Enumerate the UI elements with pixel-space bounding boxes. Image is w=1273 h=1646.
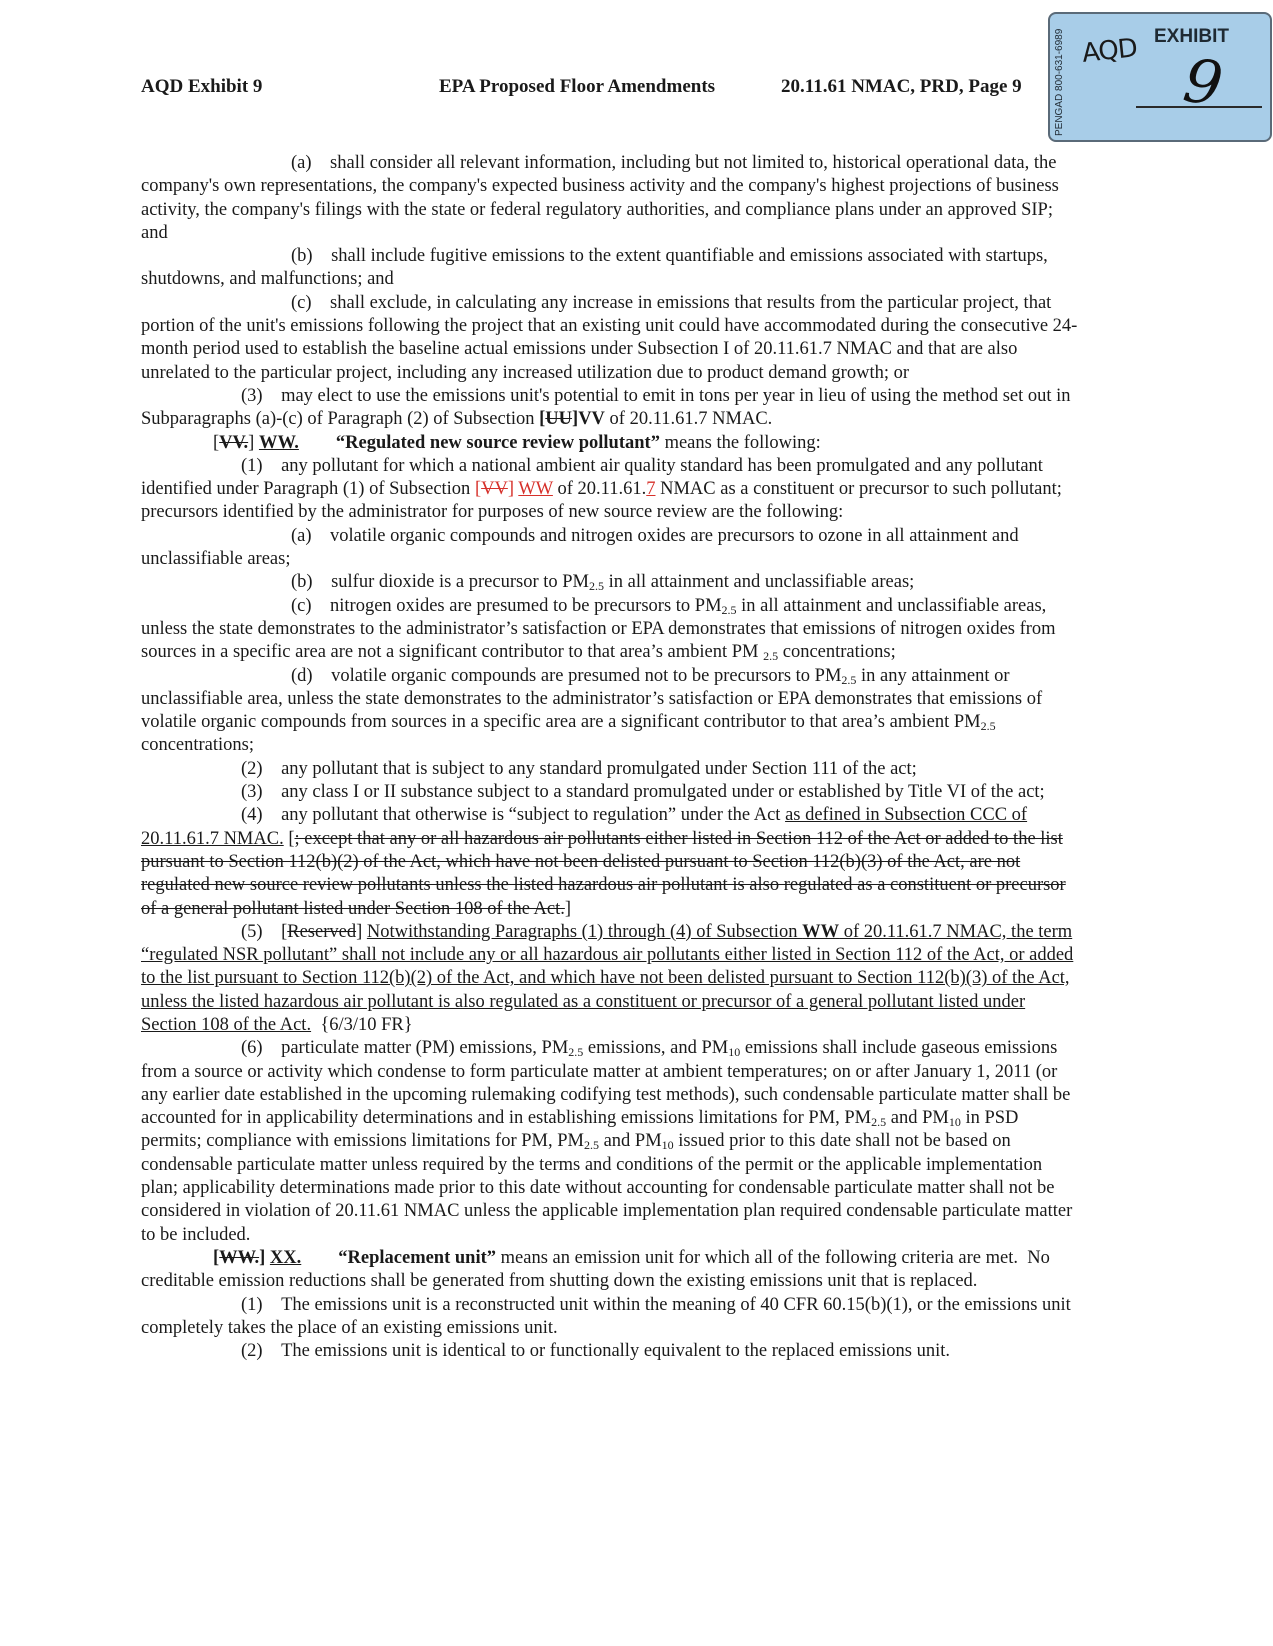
paragraph — [141, 781, 1081, 804]
subscript-text: 10 — [661, 1138, 674, 1153]
struck-text: Reserved — [287, 921, 357, 942]
paragraph-text: ] — [564, 898, 572, 919]
paragraph-text: “Regulated new source review pollutant” — [335, 432, 660, 453]
subscript-text: 2.5 — [721, 602, 737, 617]
paragraph — [141, 758, 1081, 781]
paragraph-text: means the following: — [659, 432, 821, 453]
paragraph-text: {6/3/10 FR} — [311, 1014, 413, 1035]
paragraph-text: and PM — [598, 1131, 662, 1152]
paragraph — [141, 525, 1081, 572]
struck-text: VV. — [219, 432, 249, 453]
stamp-handwritten-number: 9 — [1179, 45, 1227, 121]
paragraph-text: concentrations; — [141, 735, 255, 756]
paragraph-text: [ — [474, 479, 482, 500]
paragraph-text: (4) any pollutant that otherwise is “subject to regulation” under the Act — [241, 805, 786, 826]
paragraph-text: [ — [539, 409, 546, 430]
inserted-text: 7 — [646, 479, 656, 500]
paragraph-text: NMAC as a constituent or precursor to such pollutant; precursors identified by the administrator for purposes of new source review are the following: — [141, 479, 1062, 523]
paragraph-text: emissions, and PM — [583, 1038, 729, 1059]
paragraph — [141, 1037, 1081, 1247]
struck-text: VV — [481, 479, 508, 500]
paragraph-text: ] — [259, 1247, 270, 1268]
inserted-text: WW — [802, 921, 840, 942]
paragraph-text: issued prior to this date shall not be based on condensable particulate matter unless required by the terms and conditions of the permit or the applicable implementation plan; applicability determinations made prior to this date without accounting for condensable particulate matter shall not be considered in violation of 20.11.61 NMAC unless the applicable implementation plan required condensable particulate matter to be included. — [141, 1131, 1073, 1245]
header-page-reference: 20.11.61 NMAC, PRD, Page 9 — [781, 76, 1022, 97]
subscript-text: 10 — [728, 1045, 741, 1060]
paragraph-text: (d) volatile organic compounds are presumed not to be precursors to PM — [291, 665, 842, 686]
subscript-text: 2.5 — [980, 719, 996, 734]
paragraph — [141, 571, 1081, 594]
paragraph-text: of 20.11.61.7 NMAC. — [604, 409, 773, 430]
paragraph — [141, 385, 1081, 432]
paragraph-text: emissions shall include gaseous emissions from a source or activity which condense to form particulate matter at ambient temperatures; on or after January 1, 2011 (or any earlier date established in the upcoming rulemaking codifying test methods), such condensable particulate matter shall be accounted for in applicability determinations and in establishing emissions limitations for PM, PM — [141, 1038, 1071, 1129]
exhibit-stamp — [1048, 12, 1272, 142]
paragraph-text: (3) may elect to use the emissions unit's potential to emit in tons per year in lieu of using the method set out in Subparagraphs (a)-(c) of Paragraph (2) of Subsection — [141, 385, 1071, 430]
paragraph-text: (2) any pollutant that is subject to any standard promulgated under Section 111 of the act; — [241, 758, 917, 779]
subscript-text: 2.5 — [589, 579, 605, 594]
paragraph-text: ] — [507, 479, 519, 500]
paragraph — [141, 921, 1081, 1037]
paragraph-text: [ — [213, 1247, 220, 1268]
paragraph — [141, 1294, 1081, 1341]
subscript-text: 2.5 — [763, 649, 779, 664]
paragraph-text: (6) particulate matter (PM) emissions, PM — [241, 1038, 569, 1059]
paragraph — [141, 665, 1081, 758]
paragraph-text — [299, 433, 336, 453]
paragraph-text: and PM — [886, 1108, 949, 1129]
struck-text: WW. — [219, 1247, 260, 1268]
stamp-handwritten-title: AQD — [1080, 33, 1139, 69]
paragraph-text: of 20.11.61. — [552, 479, 647, 500]
inserted-text: of 20.11.61.7 NMAC, the term “regulated NSR pollutant” shall not include any or all hazardous air pollutants either listed in Section 112 of the Act, or added to the list pursuant to Section 112(b)(2) of the Act, and which have not been delisted pursuant to Section 112(b)(3) of the Act, unless the listed hazardous air pollutant is also regulated as a constituent or precursor of a general pollutant listed under Section 108 of the Act. — [141, 921, 1074, 1035]
paragraph — [141, 152, 1081, 245]
header-document-title: EPA Proposed Floor Amendments — [439, 76, 716, 97]
paragraph — [141, 804, 1081, 920]
subscript-text: 2.5 — [871, 1115, 887, 1130]
paragraph-text: [ — [213, 432, 220, 453]
paragraph — [141, 455, 1081, 525]
inserted-text: WW. — [258, 432, 299, 453]
subscript-text: 2.5 — [568, 1045, 584, 1060]
paragraph-text — [301, 1248, 338, 1268]
subscript-text: 10 — [948, 1115, 961, 1130]
paragraph-text: (a) shall consider all relevant information, including but not limited to, historical operational data, the company's own representations, the company's expected business activity and the company's highest projections of business activity, the company's filings with the state or federal regulatory authorities, and compliance plans under an approved SIP; and — [141, 153, 1059, 243]
paragraph-text: (3) any class I or II substance subject to a standard promulgated under or established by Title VI of the act; — [241, 782, 1045, 803]
paragraph-text: (b) shall include fugitive emissions to the extent quantifiable and emissions associated with startups, shutdowns, and malfunctions; and — [141, 246, 1048, 290]
paragraph-text: in PSD permits; compliance with emissions limitations for PM, PM — [141, 1108, 1019, 1152]
paragraph-text: (1) any pollutant for which a national ambient air quality standard has been promulgated and any pollutant identified under Paragraph (1) of Subsection — [141, 455, 1043, 500]
paragraph-text: (a) volatile organic compounds and nitrogen oxides are precursors to ozone in all attainment and unclassifiable areas; — [141, 525, 1019, 570]
struck-text: ; except that any or all hazardous air pollutants either listed in Section 112 of the Act or added to the list pursuant to Section 112(b)(2) of the Act, which have not been delisted pursuant to Section 112(b)(3) of the Act, are not regulated new source review pollutants unless the listed hazardous air pollutant is also regulated as a constituent or precursor of a general pollutant listed under Section 108 of the Act. — [141, 828, 1066, 919]
paragraph — [141, 595, 1081, 665]
paragraph — [141, 245, 1081, 292]
struck-text: UU — [545, 409, 573, 430]
inserted-text: XX. — [269, 1247, 302, 1268]
paragraph — [141, 292, 1081, 385]
paragraph-text: (1) The emissions unit is a reconstructed unit within the meaning of 40 CFR 60.15(b)(1), or the emissions unit completely takes the place of an existing emissions unit. — [141, 1294, 1071, 1338]
header-exhibit-label: AQD Exhibit 9 — [141, 76, 263, 97]
paragraph-text: in all attainment and unclassifiable areas; — [604, 572, 915, 593]
subscript-text: 2.5 — [841, 672, 857, 687]
paragraph — [141, 1247, 1081, 1294]
paragraph — [141, 1340, 1081, 1363]
subscript-text: 2.5 — [583, 1138, 599, 1153]
paragraph-text: in all attainment and unclassifiable areas, unless the state demonstrates to the administrator’s satisfaction or EPA demonstrates that emissions of nitrogen oxides from sources in a specific area are not a significant contributor to that area’s ambient PM — [141, 595, 1056, 663]
paragraph-text: (5) [ — [241, 921, 288, 942]
inserted-text: WW — [518, 479, 553, 500]
paragraph-text: (c) shall exclude, in calculating any increase in emissions that results from the particular project, that portion of the unit's emissions following the project that an existing unit could have accommodated during the consecutive 24-month period used to establish the baseline actual emissions under Subsection I of 20.11.61.7 NMAC and that are also unrelated to the particular project, including any increased utilization due to product demand growth; or — [141, 292, 1078, 383]
paragraph-text: ] — [248, 432, 259, 453]
paragraph-text: “Replacement unit” — [338, 1247, 497, 1268]
paragraph-text: ]VV — [572, 409, 605, 430]
paragraph-text: (c) nitrogen oxides are presumed to be precursors to PM — [291, 595, 722, 616]
stamp-printed-title: EXHIBIT — [1154, 26, 1229, 47]
paragraph-text: means an emission unit for which all of the following criteria are met. No creditable emission reductions shall be generated from shutting down the existing emissions unit that is replaced. — [141, 1247, 1050, 1292]
inserted-text: as defined in Subsection CCC of 20.11.61.7 NMAC. — [141, 805, 1028, 849]
paragraph-text: ] — [356, 921, 367, 942]
document-body — [141, 152, 1081, 1363]
paragraph-text: (b) sulfur dioxide is a precursor to PM — [291, 572, 590, 593]
paragraph-text: (2) The emissions unit is identical to or functionally equivalent to the replaced emissions unit. — [241, 1341, 951, 1362]
page-header — [141, 76, 1041, 102]
stamp-underline — [1136, 106, 1262, 108]
inserted-text: Notwithstanding Paragraphs (1) through (4) of Subsection — [366, 921, 803, 942]
paragraph-text: in any attainment or unclassifiable area, unless the state demonstrates to the administrator’s satisfaction or EPA demonstrates that emissions of volatile organic compounds from sources in a specific area are a significant contributor to that area’s ambient PM — [141, 665, 1043, 733]
paragraph-text: concentrations; — [778, 642, 896, 663]
paragraph-text: [ — [283, 828, 295, 849]
paragraph — [141, 432, 1081, 455]
stamp-vendor-text: PENGAD 800-631-6989 — [1054, 28, 1065, 136]
